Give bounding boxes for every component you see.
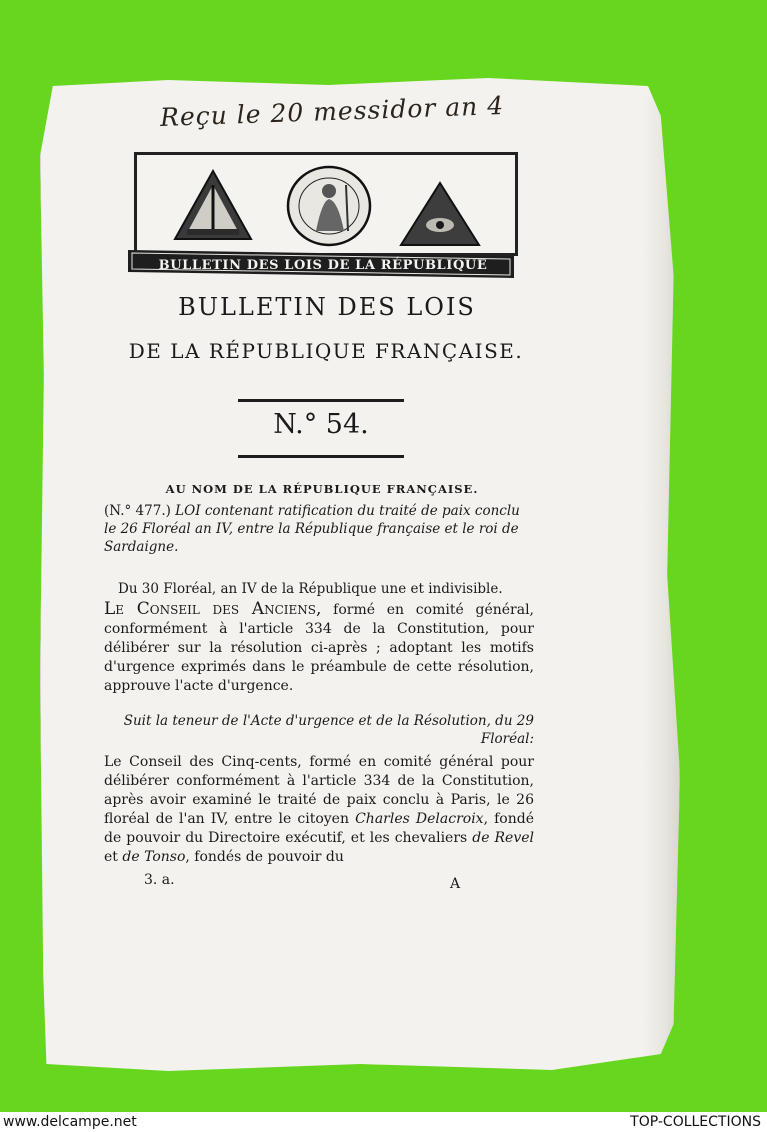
au-nom-heading: AU NOM DE LA RÉPUBLIQUE FRANÇAISE. xyxy=(165,482,479,496)
handwritten-note: Reçu le 20 messidor an 4 xyxy=(159,90,505,132)
paragraph-text: formé en comité général, conformément à l'article 334 de la Constitution, pour délibérer sur la résolution ci-après ; adoptant les motifs d'urgence exprimés dans le préambule de cette résolution, approuve l'acte d'urgence. xyxy=(104,602,535,694)
name-delacroix: Charles Delacroix xyxy=(355,811,484,827)
level-triangle-icon xyxy=(173,169,253,241)
suit-line: Suit la teneur de l'Acte d'urgence et de la Résolution, du 29 Floréal: xyxy=(123,713,534,747)
paragraph-conseil-anciens xyxy=(104,600,534,696)
paragraph-conseil-cinq-cents xyxy=(104,753,534,867)
signature-mark-left: 3. a. xyxy=(144,872,175,888)
paragraph-part-3: et xyxy=(104,849,118,865)
republic-seal-icon xyxy=(286,165,372,247)
name-tonso: de Tonso xyxy=(122,849,186,865)
law-loi-word: LOI xyxy=(175,503,201,519)
footer-bar xyxy=(0,1112,767,1132)
bulletin-title: BULLETIN DES LOIS xyxy=(178,293,476,321)
date-line: Du 30 Floréal, an IV de la République une et indivisible. xyxy=(118,581,503,597)
header-vignette xyxy=(134,152,518,256)
bottom-rule xyxy=(238,455,404,458)
law-text: contenant ratification du traité de paix conclu le 26 Floréal an IV, entre la République française et le roi de Sardaigne. xyxy=(104,503,520,555)
footer-seller-text: TOP-COLLECTIONS xyxy=(630,1114,761,1130)
paragraph-part-2: , fondé de pouvoir du Directoire exécutif, et les chevaliers xyxy=(104,811,534,846)
bulletin-subtitle: DE LA RÉPUBLIQUE FRANÇAISE. xyxy=(128,339,524,363)
footer-site-text: www.delcampe.net xyxy=(3,1114,137,1130)
eye-triangle-icon xyxy=(399,181,481,247)
top-rule xyxy=(238,399,404,402)
paragraph-part-1: Le Conseil des Cinq-cents, formé en comité général pour délibérer conformément à l'article 334 de la Constitution, après avoir examiné le traité de paix conclu à Paris, le 26 floréal de l'an IV, entre le citoyen xyxy=(104,754,534,827)
law-number: (N.° 477.) xyxy=(104,503,171,519)
law-heading xyxy=(104,502,534,556)
name-revel: de Revel xyxy=(472,830,534,846)
paragraph-part-4: , fondés de pouvoir du xyxy=(185,849,344,865)
banner-text: BULLETIN DES LOIS DE LA RÉPUBLIQUE xyxy=(158,258,488,273)
bulletin-number: N.° 54. xyxy=(273,409,369,440)
signature-mark-right: A xyxy=(450,876,461,892)
paragraph-lead: Le Conseil des Anciens, xyxy=(104,599,322,619)
